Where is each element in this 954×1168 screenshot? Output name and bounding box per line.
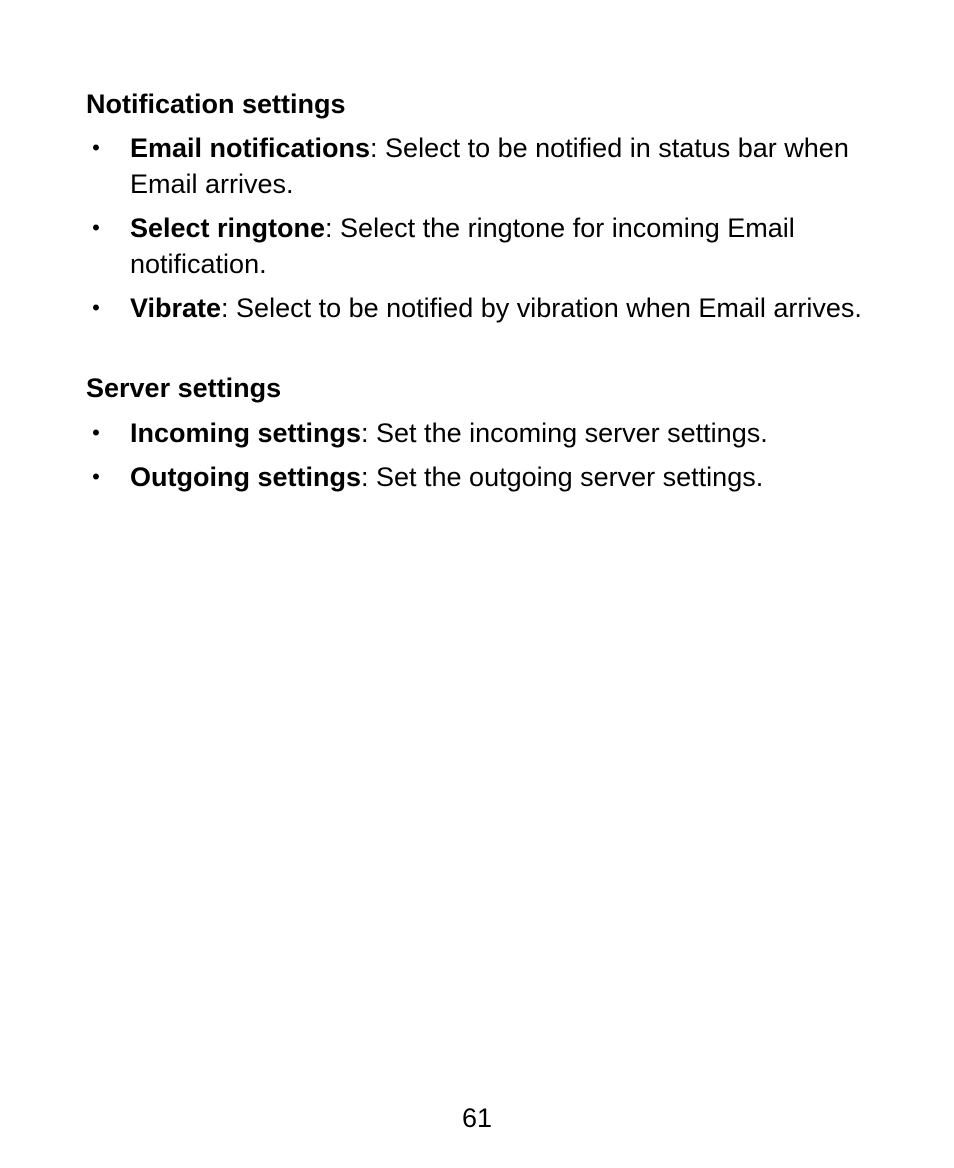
list-item-description: : Select to be notified by vibration when Email arrives. <box>221 293 862 323</box>
list-item-term: Incoming settings <box>130 418 362 448</box>
list-item-description: : Set the outgoing server settings. <box>360 462 764 492</box>
list-item-description: : Set the incoming server settings. <box>361 418 768 448</box>
bullet-icon: • <box>92 295 100 320</box>
section-heading-notification-settings: Notification settings <box>86 89 346 119</box>
section-heading-server-settings: Server settings <box>86 373 282 403</box>
list-item-term: Email notifications <box>130 133 371 163</box>
bullet-icon: • <box>92 420 100 445</box>
list-item-text <box>130 459 890 495</box>
list-item-text <box>130 210 890 282</box>
list-item-term: Select ringtone <box>130 213 326 243</box>
list-item-text <box>130 130 890 202</box>
page-number: 61 <box>461 1103 493 1133</box>
list-item-term: Vibrate <box>130 293 222 323</box>
list-item-term: Outgoing settings <box>130 462 361 492</box>
list-item-text <box>130 290 890 326</box>
list-item-text <box>130 415 890 451</box>
bullet-icon: • <box>92 215 100 240</box>
list-item-description: : Select the ringtone for incoming Email notification. <box>130 213 795 279</box>
list-item-description: : Select to be notified in status bar when Email arrives. <box>130 133 849 199</box>
bullet-icon: • <box>92 464 100 489</box>
bullet-icon: • <box>92 135 100 160</box>
